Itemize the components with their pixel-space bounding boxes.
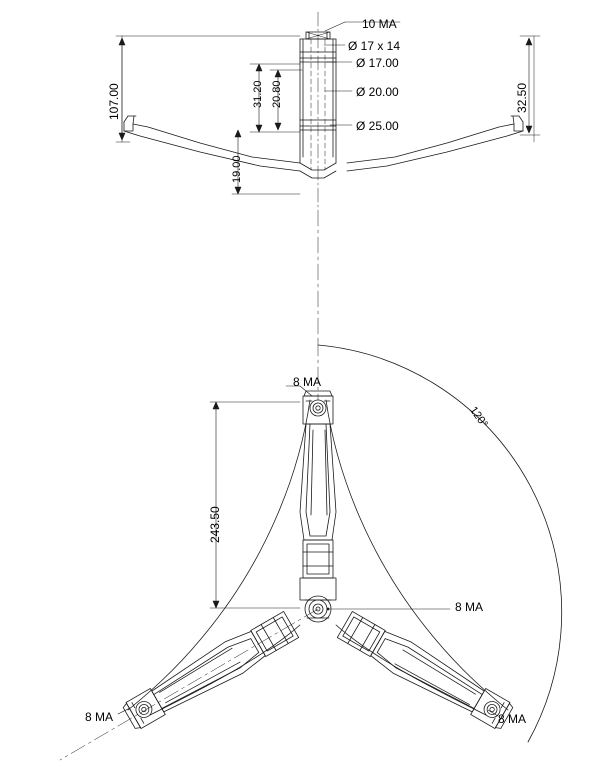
label-height-107: 107.00 — [107, 83, 121, 120]
label-height-31-20: 31.20 — [252, 80, 264, 108]
label-height-19-00: 19.00 — [231, 155, 243, 183]
label-bolt-top-8ma: 8 MA — [293, 375, 322, 389]
label-bolt-spec-10ma: 10 MA — [362, 17, 397, 31]
label-angle-120: 120° — [466, 404, 490, 430]
label-height-32-50: 32.50 — [515, 82, 529, 113]
label-diameter-17: Ø 17.00 — [356, 56, 399, 70]
label-diameter-17x14: Ø 17 x 14 — [348, 39, 401, 53]
label-bolt-center-8ma: 8 MA — [455, 600, 484, 614]
label-diameter-20: Ø 20.00 — [356, 85, 399, 99]
label-bolt-right-8ma: 8 MA — [498, 712, 527, 726]
label-bolt-left-8ma: 8 MA — [85, 710, 114, 724]
label-height-20-80: 20.80 — [271, 80, 283, 108]
label-diameter-25: Ø 25.00 — [356, 119, 399, 133]
label-radius-243-50: 243.50 — [208, 506, 222, 543]
